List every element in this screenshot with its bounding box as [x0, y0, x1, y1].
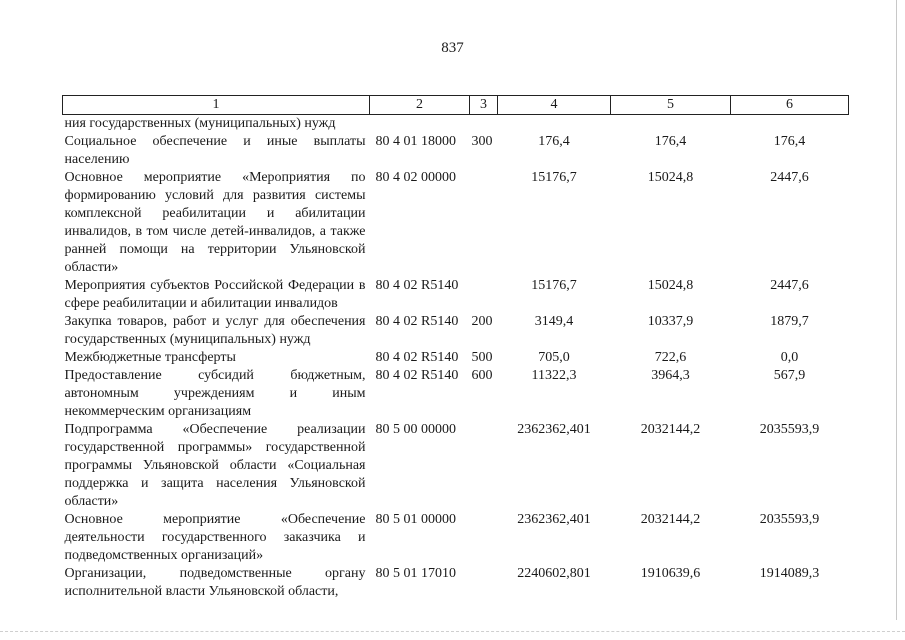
- row-type-cell: [470, 421, 498, 511]
- row-type-cell: 200: [471, 314, 493, 329]
- row-code-cell: 80 4 01 18000: [375, 134, 456, 149]
- row-type-cell: 300: [471, 134, 493, 149]
- row-value-col5: 1910639,6: [640, 566, 701, 581]
- row-value-col5: 2032144,2: [640, 422, 701, 437]
- row-name-cell: Предоставление субсидий бюджетным, автономным учреждениям и иным некоммерческим организациям: [64, 368, 366, 419]
- row-value-col6: 0,0: [780, 350, 799, 365]
- row-name-cell: Основное мероприятие «Мероприятия по формированию условий для развития системы комплексной реабилитации и абилитации инвалидов, в том числе детей-инвалидов, а также ранней помощи на территории Ульяновской области»: [64, 170, 366, 275]
- table-row: [63, 349, 849, 367]
- table-header-row: [63, 96, 849, 115]
- row-type-cell: 500: [471, 350, 493, 365]
- row-value-col5: 15024,8: [647, 278, 694, 293]
- header-col-1: 1: [63, 96, 370, 115]
- header-col-6: 6: [731, 96, 849, 115]
- row-code-cell: 80 4 02 R5140: [375, 314, 459, 329]
- row-type-cell: [470, 115, 498, 134]
- row-value-col5: 3964,3: [651, 368, 690, 383]
- row-value-col4: [498, 115, 611, 134]
- row-type-cell: [470, 511, 498, 565]
- row-value-col6: [731, 115, 849, 134]
- row-code-cell: 80 4 02 00000: [375, 170, 456, 185]
- page-edge-bottom: [0, 631, 905, 632]
- row-code-cell: 80 5 01 17010: [375, 566, 456, 581]
- row-value-col6: 1879,7: [770, 314, 809, 329]
- row-value-col4: 3149,4: [534, 314, 574, 329]
- row-code-cell: 80 4 02 R5140: [375, 278, 459, 293]
- row-name-cell: Основное мероприятие «Обеспечение деятельности государственного заказчика и подведомственных организаций»: [64, 512, 366, 563]
- row-value-col4: 2240602,801: [517, 566, 591, 581]
- table-row: [63, 565, 849, 601]
- header-col-4: 4: [498, 96, 611, 115]
- row-value-col4: 15176,7: [531, 170, 577, 185]
- header-col-3: 3: [470, 96, 498, 115]
- header-col-5: 5: [611, 96, 731, 115]
- table-row: [63, 277, 849, 313]
- row-value-col6: 2035593,9: [759, 512, 820, 527]
- table-row: [63, 511, 849, 565]
- row-code-cell: 80 5 01 00000: [375, 512, 456, 527]
- table-row: [63, 367, 849, 421]
- row-value-col5: 10337,9: [647, 314, 694, 329]
- row-name-cell: ния государственных (муниципальных) нужд: [64, 116, 336, 131]
- table-row: [63, 313, 849, 349]
- table-row: [63, 115, 849, 134]
- row-type-cell: [470, 169, 498, 277]
- row-value-col4: 705,0: [538, 350, 570, 365]
- row-value-col4: 15176,7: [531, 278, 577, 293]
- row-value-col5: 2032144,2: [640, 512, 701, 527]
- row-value-col4: 2362362,401: [517, 512, 591, 527]
- row-code-cell: 80 4 02 R5140: [375, 350, 459, 365]
- row-value-col5: 15024,8: [647, 170, 694, 185]
- row-type-cell: [470, 565, 498, 601]
- page-number: 837: [441, 40, 464, 56]
- table-row: [63, 421, 849, 511]
- header-col-2: 2: [370, 96, 470, 115]
- row-value-col4: 11322,3: [531, 368, 577, 383]
- row-type-cell: 600: [471, 368, 493, 383]
- row-value-col5: 176,4: [654, 134, 687, 149]
- table-row: [63, 133, 849, 169]
- row-value-col6: 1914089,3: [759, 566, 820, 581]
- row-name-cell: Межбюджетные трансферты: [64, 350, 236, 365]
- row-name-cell: Социальное обеспечение и иные выплаты населению: [64, 134, 366, 167]
- table-row: [63, 169, 849, 277]
- row-name-cell: Подпрограмма «Обеспечение реализации государственной программы» государственной программы Ульяновской области «Социальная поддержка и защита населения Ульяновской области»: [64, 422, 366, 509]
- row-value-col6: 2447,6: [770, 278, 809, 293]
- row-name-cell: Организации, подведомственные органу исполнительной власти Ульяновской области,: [64, 566, 366, 599]
- row-name-cell: Мероприятия субъектов Российской Федерации в сфере реабилитации и абилитации инвалидов: [64, 278, 366, 311]
- budget-table: [62, 95, 849, 601]
- row-code-cell: [370, 115, 470, 134]
- row-code-cell: 80 5 00 00000: [375, 422, 456, 437]
- row-value-col6: 567,9: [773, 368, 806, 383]
- row-value-col5: 722,6: [654, 350, 687, 365]
- row-type-cell: [470, 277, 498, 313]
- row-value-col5: [611, 115, 731, 134]
- page-edge-right: [896, 0, 897, 620]
- row-name-cell: Закупка товаров, работ и услуг для обеспечения государственных (муниципальных) нужд: [64, 314, 366, 347]
- row-value-col6: 2447,6: [770, 170, 809, 185]
- row-code-cell: 80 4 02 R5140: [375, 368, 459, 383]
- row-value-col6: 2035593,9: [759, 422, 820, 437]
- row-value-col4: 176,4: [538, 134, 570, 149]
- row-value-col4: 2362362,401: [517, 422, 591, 437]
- row-value-col6: 176,4: [773, 134, 806, 149]
